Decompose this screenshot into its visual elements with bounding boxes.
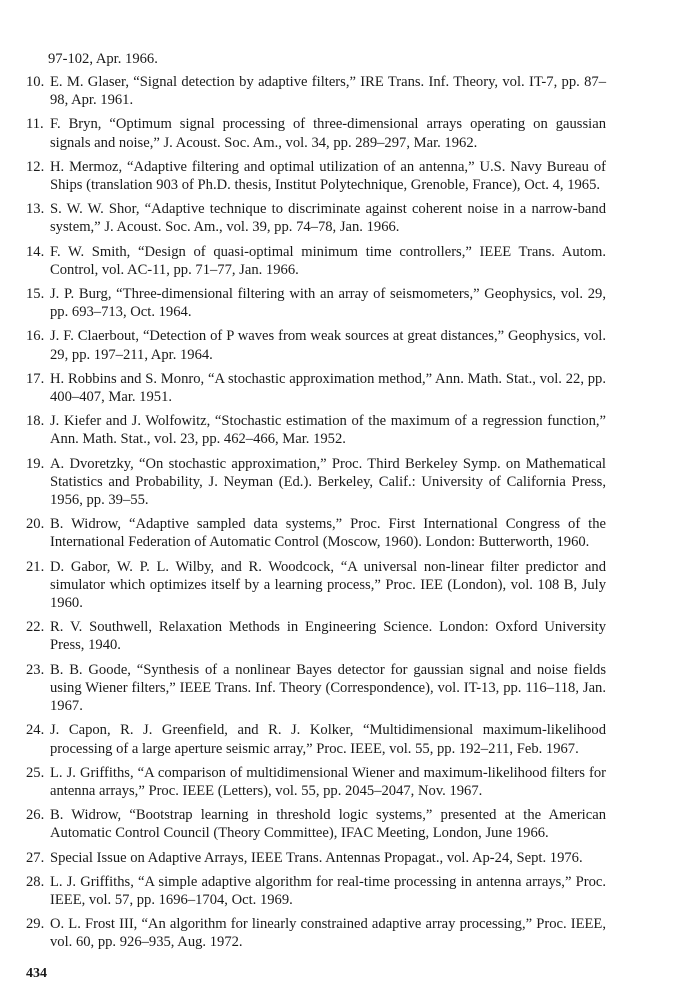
reference-text: F. Bryn, “Optimum signal processing of three-dimensional arrays operating on gaussian signals and noise,” J. Acoust. Soc. Am., vol. 34, pp. 289–297, Mar. 1962. [50,116,606,151]
reference-item [26,115,606,151]
reference-item [26,721,606,757]
reference-text: S. W. W. Shor, “Adaptive technique to discriminate against coherent noise in a narrow-band system,” J. Acoust. Soc. Am., vol. 39, pp. 74–78, Jan. 1966. [50,201,606,236]
reference-item [26,158,606,194]
reference-list [26,73,606,958]
reference-number: 18. [26,413,45,430]
reference-text: A. Dvoretzky, “On stochastic approximation,” Proc. Third Berkeley Symp. on Mathematical Statistics and Probability, J. Neyman (Ed.). Berkeley, Calif.: University of California Press, 1956, pp. 39–55. [50,455,606,509]
reference-text: R. V. Southwell, Relaxation Methods in Engineering Science. London: Oxford University Press, 1940. [50,619,606,654]
reference-text: H. Mermoz, “Adaptive filtering and optimal utilization of an antenna,” U.S. Navy Bureau of Ships (translation 903 of Ph.D. thesis, Institut Polytechnique, Grenoble, France), Oct. 4, 1965. [50,158,606,194]
reference-item [26,515,606,551]
reference-number: 10. [26,74,45,90]
reference-text: B. Widrow, “Bootstrap learning in threshold logic systems,” presented at the American Automatic Control Council (Theory Committee), IFAC Meeting, London, June 1966. [50,807,606,842]
reference-text: E. M. Glaser, “Signal detection by adaptive filters,” IRE Trans. Inf. Theory, vol. IT-7, pp. 87–98, Apr. 1961. [50,74,606,109]
reference-item [26,200,606,236]
reference-number: 22. [26,619,45,636]
reference-number: 29. [26,916,45,933]
reference-text: J. Capon, R. J. Greenfield, and R. J. Kolker, “Multidimensional maximum-likelihood processing of a large aperture seismic array,” Proc. IEEE, vol. 55, pp. 192–211, Feb. 1967. [50,722,606,757]
reference-text: B. Widrow, “Adaptive sampled data systems,” Proc. First International Congress of the International Federation of Automatic Control (Moscow, 1960). London: Butterworth, 1960. [50,516,606,551]
page-number: 434 [26,966,47,981]
reference-item [26,370,606,406]
reference-number: 23. [26,661,45,678]
reference-item [26,618,606,654]
reference-text: J. P. Burg, “Three-dimensional filtering with an array of seismometers,” Geophysics, vol. 29, pp. 693–713, Oct. 1964. [50,286,606,321]
reference-number: 12. [26,158,45,175]
reference-item [26,764,606,800]
reference-number: 11. [26,116,44,133]
reference-item [26,661,606,716]
reference-item [26,558,606,613]
reference-item [26,455,606,510]
reference-number: 28. [26,873,45,890]
reference-item [26,285,606,321]
reference-item [26,915,606,951]
reference-number: 15. [26,286,45,303]
reference-number: 14. [26,243,45,260]
reference-text: B. B. Goode, “Synthesis of a nonlinear Bayes detector for gaussian signal and noise fields using Wiener filters,” IEEE Trans. Inf. Theory (Correspondence), vol. IT-13, pp. 116–118, Jan. 1967. [50,661,606,715]
reference-number: 16. [26,328,45,345]
reference-number: 21. [26,558,45,575]
reference-number: 17. [26,370,45,387]
reference-item [26,243,606,279]
reference-item [26,73,606,109]
reference-text: L. J. Griffiths, “A simple adaptive algorithm for real-time processing in antenna arrays,” Proc. IEEE, vol. 57, pp. 1696–1704, Oct. 1969. [50,873,606,908]
reference-number: 27. [26,849,45,866]
reference-item [26,873,606,909]
reference-text: F. W. Smith, “Design of quasi-optimal minimum time controllers,” IEEE Trans. Autom. Control, vol. AC-11, pp. 71–77, Jan. 1966. [50,243,606,278]
reference-item [26,806,606,842]
reference-number: 13. [26,201,45,218]
reference-item [26,849,606,867]
reference-text: J. F. Claerbout, “Detection of P waves from weak sources at great distances,” Geophysics, vol. 29, pp. 197–211, Apr. 1964. [50,328,606,363]
reference-continuation: 97-102, Apr. 1966. [48,51,158,67]
reference-item [26,327,606,363]
reference-text: H. Robbins and S. Monro, “A stochastic approximation method,” Ann. Math. Stat., vol. 22, pp. 400–407, Mar. 1951. [50,370,606,406]
reference-text: J. Kiefer and J. Wolfowitz, “Stochastic estimation of the maximum of a regression function,” Ann. Math. Stat., vol. 23, pp. 462–466, Mar. 1952. [50,413,606,448]
reference-number: 25. [26,764,45,781]
reference-number: 26. [26,807,45,824]
reference-number: 24. [26,722,45,739]
reference-number: 19. [26,455,45,472]
reference-item [26,412,606,448]
reference-text: D. Gabor, W. P. L. Wilby, and R. Woodcock, “A universal non-linear filter predictor and simulator which optimizes itself by a learning process,” Proc. IEE (London), vol. 108 B, July 1960. [50,558,606,612]
reference-text: L. J. Griffiths, “A comparison of multidimensional Wiener and maximum-likelihood filters for antenna arrays,” Proc. IEEE (Letters), vol. 55, pp. 2045–2047, Nov. 1967. [50,764,606,799]
reference-number: 20. [26,516,45,533]
reference-text: O. L. Frost III, “An algorithm for linearly constrained adaptive array processing,” Proc. IEEE, vol. 60, pp. 926–935, Aug. 1972. [50,916,606,951]
reference-text: Special Issue on Adaptive Arrays, IEEE Trans. Antennas Propagat., vol. Ap-24, Sept. 1976. [50,849,583,866]
